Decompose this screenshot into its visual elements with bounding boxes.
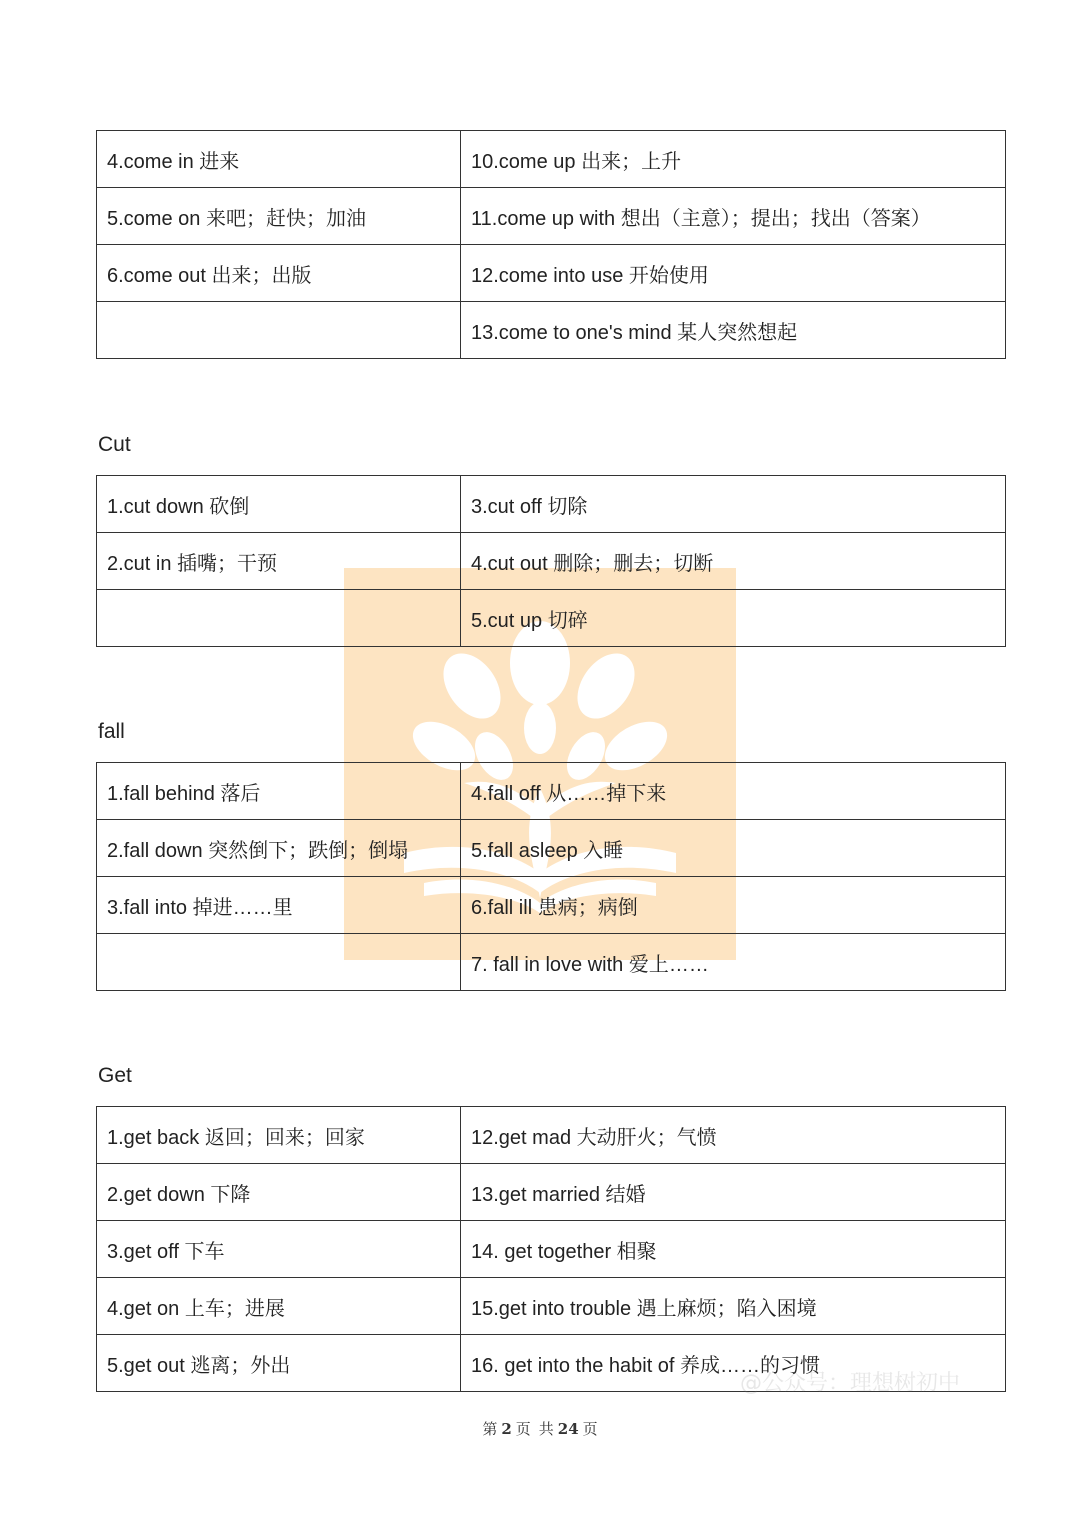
table-row [97, 533, 1006, 590]
table-cell [97, 302, 461, 359]
page-number: 2 [501, 1420, 512, 1438]
table-cell: 14. get together 相聚 [461, 1221, 1006, 1278]
table-cell: 5.cut up 切碎 [461, 590, 1006, 647]
table-cell: 12.come into use 开始使用 [461, 245, 1006, 302]
table-cell: 3.cut off 切除 [461, 476, 1006, 533]
table-cell: 1.fall behind 落后 [97, 763, 461, 820]
come-phrases-table [96, 130, 1006, 359]
table-cell: 16. get into the habit of 养成……的习惯 [461, 1335, 1006, 1392]
table-row [97, 188, 1006, 245]
account-watermark-text: @公众号：理想树初中 [740, 1371, 961, 1396]
table-cell [97, 934, 461, 991]
table-cell: 7. fall in love with 爱上…… [461, 934, 1006, 991]
table-row [97, 476, 1006, 533]
table-cell: 5.get out 逃离；外出 [97, 1335, 461, 1392]
table-row [97, 877, 1006, 934]
table-row [97, 1107, 1006, 1164]
table-cell: 6.fall ill 患病；病倒 [461, 877, 1006, 934]
total-pages: 24 [557, 1420, 579, 1438]
table-row [97, 1278, 1006, 1335]
table-cell: 5.come on 来吧；赶快；加油 [97, 188, 461, 245]
table-row [97, 302, 1006, 359]
table-cell: 4.come in 进来 [97, 131, 461, 188]
table-cell: 1.get back 返回；回来；回家 [97, 1107, 461, 1164]
table-cell: 2.fall down 突然倒下；跌倒；倒塌 [97, 820, 461, 877]
table-cell: 11.come up with 想出（主意）；提出；找出（答案） [461, 188, 1006, 245]
table-row [97, 1164, 1006, 1221]
table-cell: 2.cut in 插嘴；干预 [97, 533, 461, 590]
table-cell: 3.fall into 掉进……里 [97, 877, 461, 934]
table-row [97, 934, 1006, 991]
footer-label: 页 [582, 1420, 598, 1438]
footer-label: 第 [482, 1420, 498, 1438]
table-cell: 15.get into trouble 遇上麻烦；陷入困境 [461, 1278, 1006, 1335]
section-title-cut: Cut [98, 433, 131, 456]
section-title-get: Get [98, 1064, 132, 1087]
table-row [97, 245, 1006, 302]
page-footer [0, 1418, 1080, 1439]
table-row [97, 131, 1006, 188]
table-row [97, 820, 1006, 877]
table-cell: 12.get mad 大动肝火；气愤 [461, 1107, 1006, 1164]
table-cell: 4.cut out 删除；删去；切断 [461, 533, 1006, 590]
table-cell: 1.cut down 砍倒 [97, 476, 461, 533]
footer-label: 共 [538, 1420, 554, 1438]
table-cell: 5.fall asleep 入睡 [461, 820, 1006, 877]
table-cell: 4.fall off 从……掉下来 [461, 763, 1006, 820]
table-row [97, 590, 1006, 647]
table-cell: 2.get down 下降 [97, 1164, 461, 1221]
table-cell: 10.come up 出来；上升 [461, 131, 1006, 188]
table-row [97, 763, 1006, 820]
fall-phrases-table [96, 762, 1006, 991]
table-cell: 13.come to one's mind 某人突然想起 [461, 302, 1006, 359]
table-row [97, 1221, 1006, 1278]
table-cell: 6.come out 出来；出版 [97, 245, 461, 302]
footer-label: 页 [515, 1420, 531, 1438]
table-cell: 4.get on 上车；进展 [97, 1278, 461, 1335]
get-phrases-table [96, 1106, 1006, 1392]
cut-phrases-table [96, 475, 1006, 647]
section-title-fall: fall [98, 720, 125, 743]
table-cell: 13.get married 结婚 [461, 1164, 1006, 1221]
table-cell [97, 590, 461, 647]
table-cell: 3.get off 下车 [97, 1221, 461, 1278]
